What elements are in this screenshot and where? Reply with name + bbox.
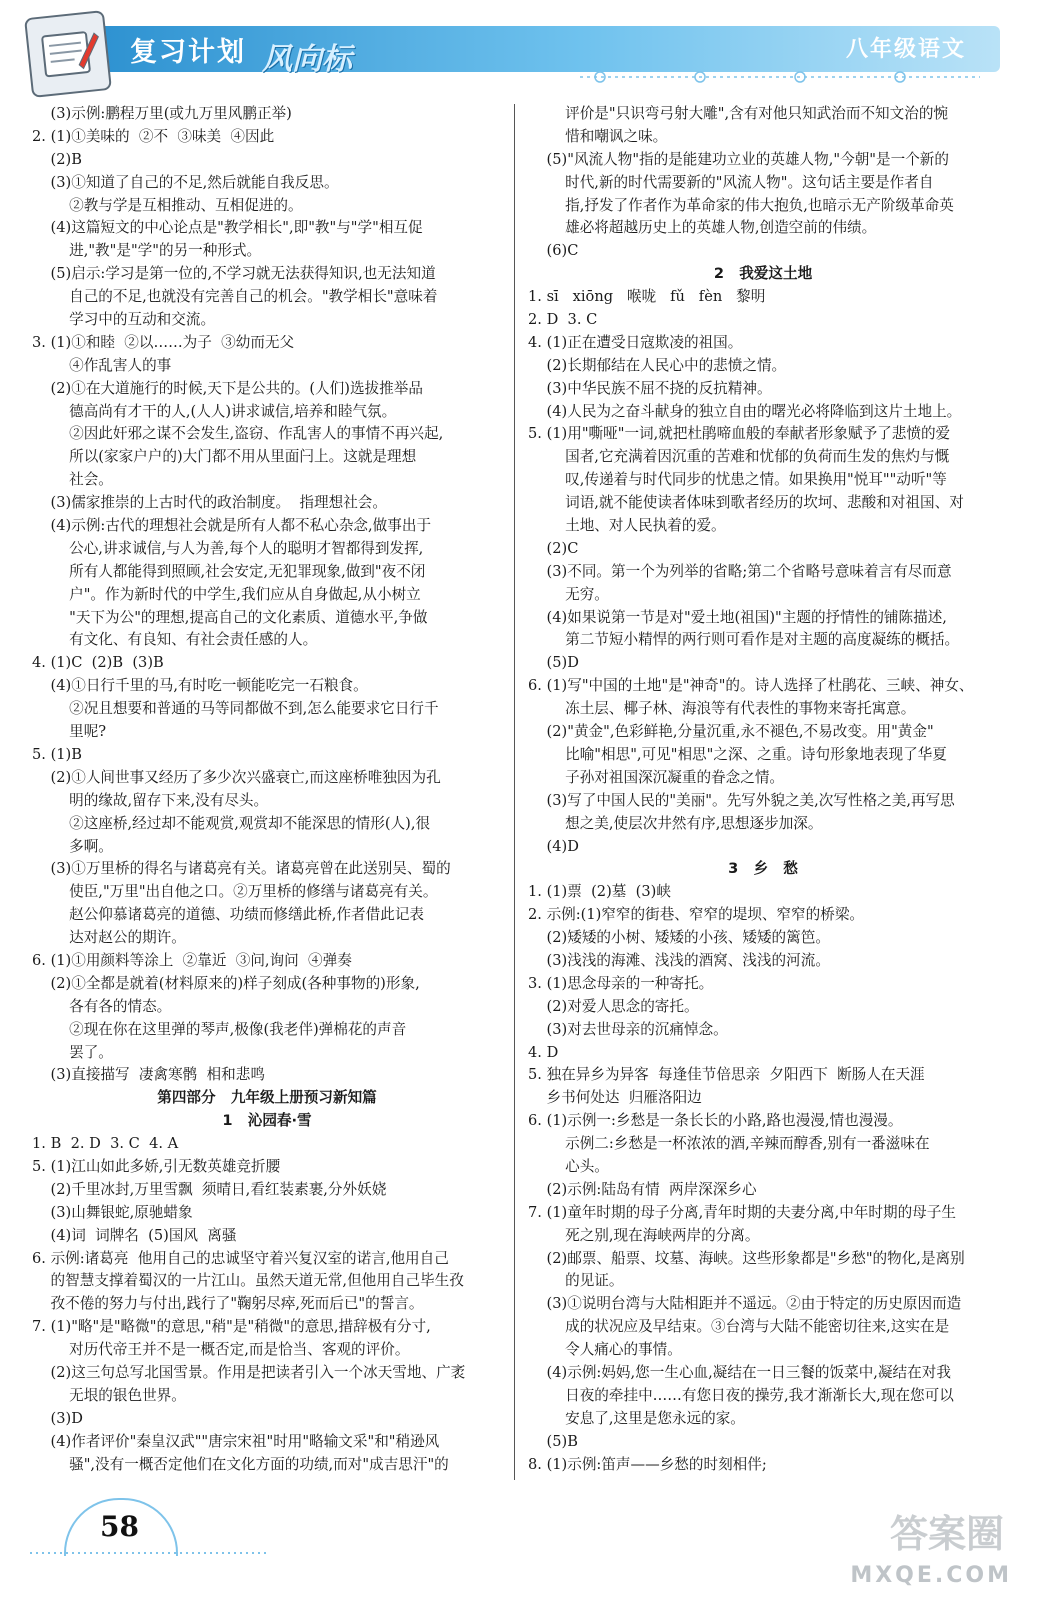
answer-line: (2)"黄金",色彩鲜艳,分量沉重,永不褪色,不易改变。用"黄金": [528, 723, 934, 741]
answer-line: (3)儒家推崇的上古时代的政治制度。 指理想社会。: [32, 494, 387, 512]
answer-line: 有文化、有良知、有社会责任感的人。: [32, 631, 318, 649]
answer-line: 7. (1)童年时期的母子分离,青年时期的夫妻分离,中年时期的母子生: [528, 1203, 956, 1221]
header-title: 复习计划: [130, 37, 246, 68]
answer-line: (2)C: [528, 539, 579, 557]
answer-line: 时代,新的时代需要新的"风流人物"。这句话主要是作者自: [528, 173, 934, 191]
answer-line: 社会。: [32, 471, 113, 489]
answer-line: (5)"风流人物"指的是能建功立业的英雄人物,"今朝"是一个新的: [528, 150, 949, 168]
answer-line: 学习中的互动和交流。: [32, 311, 216, 329]
answer-column-right: [528, 103, 998, 1476]
answer-line: (2)这三句总写北国雪景。作用是把读者引入一个冰天雪地、广袤: [32, 1363, 466, 1381]
answer-line: 无穷。: [528, 585, 609, 603]
answer-line: 令人痛心的事情。: [528, 1341, 682, 1359]
answer-line: 8. (1)示例:笛声——乡愁的时刻相伴;: [528, 1455, 767, 1473]
answer-line: 乡书何处达 归雁洛阳边: [528, 1089, 702, 1107]
answer-line: 6. (1)①用颜料等涂上 ②靠近 ③问,询问 ④弹奏: [32, 951, 352, 969]
answer-line: (2)B: [32, 150, 82, 168]
answer-line: 冻土层、椰子林、海浪等有代表性的事物来寄托寓意。: [528, 700, 916, 718]
answer-line: (6)C: [528, 242, 579, 260]
answer-line: 示例二:乡愁是一杯浓浓的酒,辛辣而醇香,别有一番滋味在: [528, 1135, 930, 1153]
section-heading: 1 沁园春·雪: [222, 1112, 312, 1130]
answer-line: (2)对爱人思念的寄托。: [528, 997, 699, 1015]
answer-line: (2)长期郁结在人民心中的悲愤之情。: [528, 356, 787, 374]
answer-line: 多啊。: [32, 837, 113, 855]
answer-line: 2. (1)①美味的 ②不 ③味美 ④因此: [32, 127, 275, 145]
answer-line: (5)启示:学习是第一位的,不学习就无法获得知识,也无法知道: [32, 265, 436, 283]
answer-line: 词语,就不能使读者体味到歌者经历的坎坷、悲酸和对祖国、对: [528, 494, 964, 512]
answer-line: 无垠的银色世界。: [32, 1386, 186, 1404]
answer-line: (3)浅浅的海滩、浅浅的酒窝、浅浅的河流。: [528, 951, 830, 969]
answer-line: (4)作者评价"秦皇汉武""唐宗宋祖"时用"略输文采"和"稍逊风: [32, 1432, 440, 1450]
section-heading: 2 我爱这土地: [713, 265, 813, 283]
answer-line: 死之别,现在海峡两岸的分离。: [528, 1226, 760, 1244]
column-divider: [514, 104, 515, 1480]
answer-line: 6. (1)示例一:乡愁是一条长长的小路,路也漫漫,情也漫漫。: [528, 1112, 903, 1130]
answer-line: 2. D 3. C: [528, 311, 598, 329]
book-logo-icon: [24, 10, 112, 98]
answer-line: 的见证。: [528, 1272, 624, 1290]
answer-line: (4)这篇短文的中心论点是"教学相长",即"教"与"学"相互促: [32, 219, 423, 237]
answer-line: 3. (1)思念母亲的一种寄托。: [528, 974, 714, 992]
answer-line: 子孙对祖国深沉凝重的眷念之情。: [528, 768, 785, 786]
answer-line: 对历代帝王并不是一概否定,而是恰当、客观的评价。: [32, 1341, 410, 1359]
answer-line: 明的缘故,留存下来,没有尽头。: [32, 791, 269, 809]
answer-line: ②这座桥,经过却不能观赏,观赏却不能深思的情形(人),很: [32, 814, 431, 832]
answer-line: (2)①全都是就着(材料原来的)样子刻成(各种事物的)形象,: [32, 974, 420, 992]
answer-line: 日夜的牵挂中……有您日夜的操劳,我才渐渐长大,现在您可以: [528, 1386, 954, 1404]
answer-line: (3)①说明台湾与大陆相距并不遥远。②由于特定的历史原因而造: [528, 1295, 962, 1313]
answer-line: 3. (1)①和睦 ②以……为子 ③幼而无父: [32, 333, 295, 351]
answer-line: 4. (1)正在遭受日寇欺凌的祖国。: [528, 333, 743, 351]
section-heading: 3 乡 愁: [728, 860, 798, 878]
answer-line: 心头。: [528, 1157, 609, 1175]
answer-line: "天下为公"的理想,提高自己的文化素质、道德水平,争做: [32, 608, 428, 626]
answer-line: (2)①人间世事又经历了多少次兴盛衰亡,而这座桥唯独因为孔: [32, 768, 441, 786]
page-number: 58: [100, 1510, 139, 1543]
answer-line: 2. 示例:(1)窄窄的街巷、窄窄的堤坝、窄窄的桥梁。: [528, 906, 865, 924]
answer-line: 1. B 2. D 3. C 4. A: [32, 1135, 179, 1153]
answer-line: (2)邮票、船票、坟墓、海峡。这些形象都是"乡愁"的物化,是离别: [528, 1249, 965, 1267]
answer-line: 5. (1)用"嘶哑"一词,就把杜鹃啼血般的奉献者形象赋予了悲愤的爱: [528, 425, 951, 443]
answer-line: 指,抒发了作者作为革命家的伟大抱负,也暗示无产阶级革命英: [528, 196, 954, 214]
answer-line: 户"。作为新时代的中学生,我们应从自身做起,从小树立: [32, 585, 421, 603]
answer-line: 里呢?: [32, 723, 107, 741]
answer-line: 4. (1)C (2)B (3)B: [32, 654, 164, 672]
answer-line: (4)如果说第一节是对"爱土地(祖国)"主题的抒情性的铺陈描述,: [528, 608, 947, 626]
answer-line: 德高尚有才干的人,(人人)讲求诚信,培养和睦气氛。: [32, 402, 397, 420]
answer-line: 达对赵公的期许。: [32, 929, 186, 947]
answer-line: (2)千里冰封,万里雪飘 须晴日,看红装素裹,分外妖娆: [32, 1180, 387, 1198]
answer-line: (3)直接描写 凄禽寒鹘 相和悲鸣: [32, 1066, 265, 1084]
answer-line: 评价是"只识弯弓射大雕",含有对他只知武治而不知文治的惋: [528, 105, 949, 122]
answer-line: 土地、对人民执着的爱。: [528, 517, 726, 535]
answer-line: 孜不倦的努力与付出,践行了"鞠躬尽瘁,死而后已"的誓言。: [32, 1295, 424, 1313]
answer-line: (3)D: [32, 1409, 83, 1427]
answer-line: 惜和嘲讽之味。: [528, 127, 668, 145]
answer-line: (4)词 词牌名 (5)国风 离骚: [32, 1226, 237, 1244]
answer-line: 5. (1)江山如此多娇,引无数英雄竞折腰: [32, 1157, 281, 1175]
answer-line: (4)D: [528, 837, 579, 855]
answer-line: 赵公仰慕诸葛亮的道德、功绩而修缮此桥,作者借此记表: [32, 906, 425, 924]
answer-line: 雄必将超越历史上的英雄人物,创造空前的伟绩。: [528, 219, 877, 237]
answer-line: 比喻"相思",可见"相思"之深、之重。诗句形象地表现了华夏: [528, 745, 947, 763]
answer-line: (3)对去世母亲的沉痛悼念。: [528, 1020, 728, 1038]
answer-line: (5)D: [528, 654, 579, 672]
answer-line: 7. (1)"略"是"略微"的意思,"稍"是"稍微"的意思,措辞极有分寸,: [32, 1318, 431, 1336]
answer-line: 4. D: [528, 1043, 559, 1061]
answer-line: 进,"教"是"学"的另一种形式。: [32, 242, 262, 260]
answer-line: (3)示例:鹏程万里(或九万里风鹏正举): [32, 105, 292, 122]
header-grade: 八年级语文: [845, 37, 966, 62]
answer-line: (3)中华民族不屈不挠的反抗精神。: [528, 379, 772, 397]
answer-line: 自己的不足,也就没有完善自己的机会。"教学相长"意味着: [32, 288, 438, 306]
answer-line: 6. 示例:诸葛亮 他用自己的忠诚坚守着兴复汉室的诺言,他用自己: [32, 1249, 449, 1267]
answer-line: (2)矮矮的小树、矮矮的小孩、矮矮的篱笆。: [528, 929, 830, 947]
answer-line: 安息了,这里是您永远的家。: [528, 1409, 745, 1427]
answer-line: (3)山舞银蛇,原驰蜡象: [32, 1203, 193, 1221]
answer-line: (2)①在大道施行的时候,天下是公共的。(人们)选拔推举品: [32, 379, 423, 397]
answer-line: 成的状况应及早结束。③台湾与大陆不能密切往来,这实在是: [528, 1318, 950, 1336]
answer-line: ④作乱害人的事: [32, 356, 172, 374]
answer-line: 公心,讲求诚信,与人为善,每个人的聪明才智都得到发挥,: [32, 539, 424, 557]
answer-line: (3)不同。第一个为列举的省略;第二个省略号意味着言有尽而意: [528, 562, 952, 580]
answer-line: 所以(家家户户的)大门都不用从里面闩上。这就是理想: [32, 448, 417, 466]
answer-line: (4)人民为之奋斗献身的独立自由的曙光必将降临到这片土地上。: [528, 402, 962, 420]
header-brand: 风向标: [262, 42, 352, 77]
watermark-site: MXQE.COM: [850, 1563, 1012, 1588]
answer-line: 6. (1)写"中国的土地"是"神奇"的。诗人选择了杜鹃花、三峡、神女、: [528, 677, 974, 695]
answer-line: 想之美,使层次井然有序,思想逐步加深。: [528, 814, 823, 832]
answer-line: (4)示例:古代的理想社会就是所有人都不私心杂念,做事出于: [32, 517, 432, 535]
page-header: [0, 0, 1038, 100]
answer-line: (4)①日行千里的马,有时吃一顿能吃完一石粮食。: [32, 677, 368, 695]
answer-line: ②教与学是互相推动、互相促进的。: [32, 196, 303, 214]
answer-line: 1. sī xiōng 喉咙 fǔ fèn 黎明: [528, 288, 766, 306]
footer-dots-decoration: [30, 1548, 270, 1558]
answer-line: 1. (1)票 (2)墓 (3)峡: [528, 883, 671, 901]
answer-line: (5)B: [528, 1432, 578, 1450]
answer-line: ②况且想要和普通的马等同都做不到,怎么能要求它日行千: [32, 700, 439, 718]
answer-line: 各有各的情态。: [32, 997, 172, 1015]
answer-line: 的智慧支撑着蜀汉的一片江山。虽然天道无常,但他用自己毕生孜: [32, 1272, 464, 1290]
answer-line: 5. (1)B: [32, 745, 82, 763]
watermark-logo: 答案圈: [889, 1512, 1004, 1556]
section-heading: 第四部分 九年级上册预习新知篇: [157, 1089, 377, 1107]
answer-line: 5. 独在异乡为异客 每逢佳节倍思亲 夕阳西下 断肠人在天涯: [528, 1066, 925, 1084]
answer-column-left: [32, 103, 502, 1476]
answer-line: 使臣,"万里"出自他之口。②万里桥的修缮与诸葛亮有关。: [32, 883, 438, 901]
answer-line: 叹,传递着与时代同步的忧患之情。如果换用"悦耳""动听"等: [528, 471, 947, 489]
answer-line: 骚",没有一概否定他们在文化方面的功绩,而对"成吉思汗"的: [32, 1455, 449, 1473]
answer-line: (4)示例:妈妈,您一生心血,凝结在一日三餐的饭菜中,凝结在对我: [528, 1363, 951, 1381]
header-dots-decoration: [580, 70, 980, 84]
answer-line: 所有人都能得到照顾,社会安定,无犯罪现象,做到"夜不闭: [32, 562, 426, 580]
answer-line: ②因此奸邪之谋不会发生,盗窃、作乱害人的事情不再兴起,: [32, 425, 444, 443]
answer-line: (3)①万里桥的得名与诸葛亮有关。诸葛亮曾在此送别吴、蜀的: [32, 860, 451, 878]
answer-line: 国者,它充满着因沉重的苦难和忧郁的负荷而生发的焦灼与慨: [528, 448, 950, 466]
answer-line: (2)示例:陆岛有情 两岸深深乡心: [528, 1180, 757, 1198]
answer-line: 罢了。: [32, 1043, 113, 1061]
answer-line: ②现在你在这里弹的琴声,极像(我老伴)弹棉花的声音: [32, 1020, 407, 1038]
answer-line: (3)写了中国人民的"美丽"。先写外貌之美,次写性格之美,再写思: [528, 791, 955, 809]
answer-line: (3)①知道了自己的不足,然后就能自我反思。: [32, 173, 339, 191]
answer-line: 第二节短小精悍的两行则可看作是对主题的高度凝练的概括。: [528, 631, 960, 649]
